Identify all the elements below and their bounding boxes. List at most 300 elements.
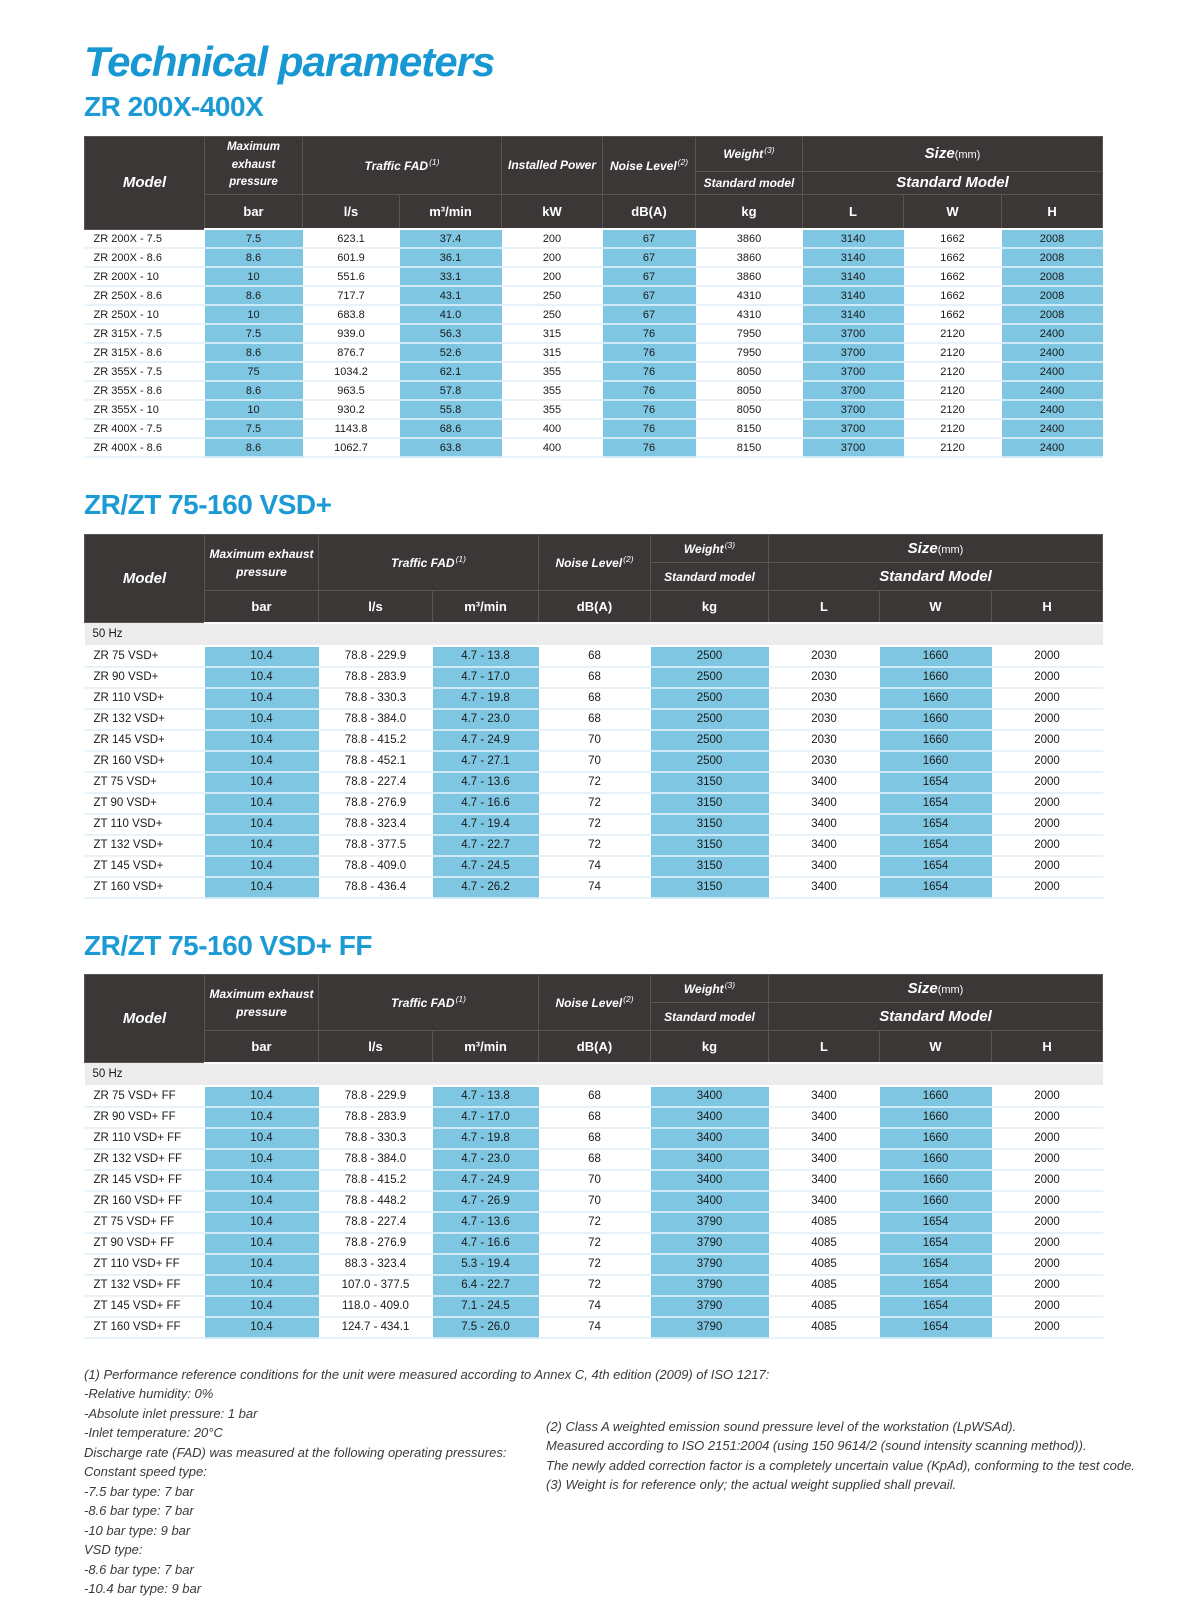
unit-ls: l/s [319,591,433,623]
unit-kw: kW [502,194,603,229]
footnote-line: (2) Class A weighted emission sound pressure level of the workstation (LpWSAd). [546,1418,1017,1434]
table-row [85,1212,1103,1233]
value-cell: 10.4 [205,1149,319,1170]
value-cell: 939.0 [303,324,400,343]
value-cell: 8.6 [205,286,303,305]
col-header-standard-model-size: Standard Model [803,171,1103,194]
value-cell: 1654 [880,877,992,898]
footnote-line: -Inlet temperature: 20°C [84,1425,223,1441]
value-cell: 4085 [769,1317,880,1338]
footnote-line: -Relative humidity: 0% [84,1386,214,1402]
value-cell: 1660 [880,1170,992,1191]
value-cell: 3400 [651,1107,769,1128]
col-header-weight [651,535,769,563]
value-cell: 2000 [992,1233,1103,1254]
value-cell: 2008 [1002,305,1103,324]
value-cell: 2400 [1002,324,1103,343]
table-row [85,1170,1103,1191]
value-cell: 72 [539,1212,651,1233]
col-header-traffic-fad [319,535,539,591]
value-cell: 2030 [769,688,880,709]
value-cell: 10 [205,400,303,419]
traffic-fad-label: Traffic FAD [391,556,455,571]
value-cell: 400 [502,438,603,457]
value-cell: 10.4 [205,1170,319,1191]
model-cell: ZR 75 VSD+ FF [85,1086,205,1107]
value-cell: 2008 [1002,248,1103,267]
col-header-traffic-fad [319,975,539,1031]
footnote-line: -8.6 bar type: 7 bar [84,1503,194,1519]
footnote-marker-3: (3) [724,540,736,551]
value-cell: 2030 [769,646,880,667]
value-cell: 4.7 - 19.4 [433,814,539,835]
unit-l: L [769,1031,880,1063]
unit-w: W [880,591,992,623]
value-cell: 72 [539,1233,651,1254]
value-cell: 4310 [696,305,803,324]
table-body [85,229,1103,457]
value-cell: 2000 [992,1296,1103,1317]
section-zrzt-75-160-vsd [84,490,1102,898]
table-row [85,400,1103,419]
value-cell: 76 [603,419,696,438]
size-label: Size [924,144,955,162]
unit-bar: bar [205,194,303,229]
unit-m3min: m³/min [433,591,539,623]
value-cell: 1660 [880,1086,992,1107]
value-cell: 78.8 - 276.9 [319,1233,433,1254]
value-cell: 56.3 [400,324,502,343]
table-row [85,1275,1103,1296]
value-cell: 4.7 - 22.7 [433,835,539,856]
value-cell: 8.6 [205,438,303,457]
footnote-line: (3) Weight is for reference only; the actual weight supplied shall prevail. [546,1477,957,1493]
value-cell: 3140 [803,305,904,324]
value-cell: 1660 [880,646,992,667]
table-row [85,362,1103,381]
value-cell: 3790 [651,1275,769,1296]
value-cell: 10.4 [205,1317,319,1338]
value-cell: 200 [502,248,603,267]
value-cell: 7.5 [205,229,303,248]
value-cell: 2120 [904,400,1002,419]
value-cell: 70 [539,1191,651,1212]
value-cell: 10.4 [205,1191,319,1212]
value-cell: 3140 [803,248,904,267]
frequency-label: 50 Hz [85,623,1103,646]
footnote-marker-1: (1) [455,994,466,1005]
col-header-traffic-fad [303,136,502,194]
value-cell: 7.5 [205,324,303,343]
value-cell: 10.4 [205,1296,319,1317]
model-cell: ZR 315X - 7.5 [85,324,205,343]
value-cell: 68 [539,688,651,709]
value-cell: 2400 [1002,400,1103,419]
value-cell: 2000 [992,835,1103,856]
section-heading: ZR/ZT 75-160 VSD+ [84,489,332,521]
value-cell: 2400 [1002,381,1103,400]
value-cell: 10.4 [205,688,319,709]
value-cell: 68.6 [400,419,502,438]
value-cell: 10.4 [205,814,319,835]
value-cell: 963.5 [303,381,400,400]
table-row [85,1317,1103,1338]
model-cell: ZT 110 VSD+ FF [85,1254,205,1275]
model-cell: ZT 110 VSD+ [85,814,205,835]
value-cell: 33.1 [400,267,502,286]
value-cell: 2000 [992,751,1103,772]
footnote-line: Measured according to ISO 2151:2004 (using 150 9614/2 (sound intensity scanning method)). [546,1438,1087,1454]
value-cell: 3860 [696,248,803,267]
value-cell: 70 [539,730,651,751]
footnote-marker-1: (1) [429,156,440,167]
value-cell: 2120 [904,343,1002,362]
value-cell: 78.8 - 330.3 [319,1128,433,1149]
unit-h: H [992,591,1103,623]
table-row [85,1296,1103,1317]
value-cell: 10.4 [205,667,319,688]
value-cell: 78.8 - 330.3 [319,688,433,709]
value-cell: 3400 [769,1086,880,1107]
col-header-standard-model-size: Standard Model [769,563,1103,591]
footnote-line: The newly added correction factor is a completely uncertain value (KpAd), conforming to the test code. [546,1457,1135,1473]
footnote-line: Discharge rate (FAD) was measured at the following operating pressures: [84,1444,507,1460]
value-cell: 10.4 [205,793,319,814]
value-cell: 250 [502,286,603,305]
value-cell: 78.8 - 283.9 [319,1107,433,1128]
value-cell: 3790 [651,1317,769,1338]
value-cell: 2000 [992,793,1103,814]
model-cell: ZR 145 VSD+ FF [85,1170,205,1191]
col-header-size [769,535,1103,563]
value-cell: 8150 [696,438,803,457]
model-cell: ZR 200X - 10 [85,267,205,286]
value-cell: 2500 [651,709,769,730]
value-cell: 1654 [880,1317,992,1338]
value-cell: 62.1 [400,362,502,381]
traffic-fad-label: Traffic FAD [391,996,455,1011]
footnotes [84,1365,1135,1599]
value-cell: 683.8 [303,305,400,324]
value-cell: 4.7 - 26.9 [433,1191,539,1212]
footnote-line: -Absolute inlet pressure: 1 bar [84,1405,258,1421]
value-cell: 76 [603,438,696,457]
value-cell: 3150 [651,793,769,814]
table-row [85,667,1103,688]
value-cell: 10.4 [205,1275,319,1296]
table-row [85,1128,1103,1149]
value-cell: 10.4 [205,856,319,877]
footnote-line: (1) Performance reference conditions for the unit were measured according to Annex C, 4th edition (2009) of ISO 1217: [84,1366,770,1382]
table-row [85,324,1103,343]
value-cell: 78.8 - 409.0 [319,856,433,877]
value-cell: 3790 [651,1212,769,1233]
value-cell: 1654 [880,772,992,793]
value-cell: 78.8 - 415.2 [319,730,433,751]
value-cell: 3400 [769,772,880,793]
value-cell: 4.7 - 24.9 [433,730,539,751]
value-cell: 2500 [651,751,769,772]
value-cell: 2000 [992,667,1103,688]
size-unit-label: (mm) [937,543,964,556]
value-cell: 1034.2 [303,362,400,381]
model-cell: ZT 90 VSD+ [85,793,205,814]
noise-level-label: Noise Level [555,996,623,1011]
table-row [85,835,1103,856]
value-cell: 3150 [651,772,769,793]
value-cell: 2000 [992,1275,1103,1296]
value-cell: 4310 [696,286,803,305]
value-cell: 2500 [651,730,769,751]
value-cell: 3400 [651,1191,769,1212]
value-cell: 355 [502,362,603,381]
unit-kg: kg [651,1031,769,1063]
unit-ls: l/s [303,194,400,229]
unit-m3min: m³/min [400,194,502,229]
size-unit-label: (mm) [937,983,964,996]
table-row [85,267,1103,286]
col-header-installed-power: Installed Power [502,136,603,194]
value-cell: 2400 [1002,362,1103,381]
footnote-marker-3: (3) [724,980,736,991]
value-cell: 1654 [880,856,992,877]
value-cell: 876.7 [303,343,400,362]
value-cell: 4.7 - 26.2 [433,877,539,898]
value-cell: 8.6 [205,381,303,400]
value-cell: 4.7 - 16.6 [433,793,539,814]
col-header-standard-model: Standard model [696,171,803,194]
model-cell: ZR 90 VSD+ FF [85,1107,205,1128]
table-body [85,623,1103,898]
value-cell: 68 [539,1086,651,1107]
model-cell: ZR 355X - 8.6 [85,381,205,400]
table-row [85,877,1103,898]
footnote-marker-1: (1) [455,554,466,565]
value-cell: 72 [539,835,651,856]
value-cell: 3400 [769,835,880,856]
noise-level-label: Noise Level [555,556,623,571]
frequency-label: 50 Hz [85,1063,1103,1086]
spec-table-zrzt-75-160-vsd [84,534,1103,899]
value-cell: 72 [539,772,651,793]
value-cell: 200 [502,229,603,248]
value-cell: 76 [603,362,696,381]
value-cell: 3860 [696,267,803,286]
section-zrzt-75-160-vsd-ff [84,931,1102,1339]
value-cell: 3140 [803,286,904,305]
value-cell: 3400 [769,1191,880,1212]
value-cell: 76 [603,343,696,362]
table-row [85,646,1103,667]
value-cell: 124.7 - 434.1 [319,1317,433,1338]
col-header-size [769,975,1103,1003]
value-cell: 2030 [769,709,880,730]
value-cell: 2500 [651,688,769,709]
value-cell: 3140 [803,229,904,248]
model-cell: ZT 145 VSD+ FF [85,1296,205,1317]
col-header-model: Model [85,535,205,623]
value-cell: 4085 [769,1275,880,1296]
footnote-marker-2: (2) [623,994,634,1005]
value-cell: 76 [603,400,696,419]
model-cell: ZR 75 VSD+ [85,646,205,667]
value-cell: 36.1 [400,248,502,267]
col-header-max-exhaust-pressure: Maximum exhaust pressure [205,975,319,1031]
table-row [85,305,1103,324]
section-heading: ZR/ZT 75-160 VSD+ FF [84,929,372,961]
value-cell: 3150 [651,835,769,856]
table-row [85,772,1103,793]
table-row [85,381,1103,400]
spec-table-zr-200x-400x [84,136,1103,459]
model-cell: ZT 90 VSD+ FF [85,1233,205,1254]
table-row [85,1191,1103,1212]
value-cell: 2000 [992,772,1103,793]
value-cell: 74 [539,1317,651,1338]
model-cell: ZT 160 VSD+ FF [85,1317,205,1338]
value-cell: 41.0 [400,305,502,324]
unit-dba: dB(A) [539,1031,651,1063]
value-cell: 10.4 [205,646,319,667]
size-label: Size [907,539,938,557]
value-cell: 68 [539,667,651,688]
value-cell: 4.7 - 13.8 [433,646,539,667]
footnote-marker-2: (2) [623,554,634,565]
value-cell: 1143.8 [303,419,400,438]
value-cell: 78.8 - 229.9 [319,1086,433,1107]
value-cell: 76 [603,381,696,400]
weight-label: Weight [683,542,724,557]
table-header [85,535,1103,623]
value-cell: 10.4 [205,835,319,856]
value-cell: 68 [539,1107,651,1128]
value-cell: 3400 [769,1170,880,1191]
table-row [85,856,1103,877]
value-cell: 4.7 - 24.5 [433,856,539,877]
model-cell: ZR 355X - 7.5 [85,362,205,381]
value-cell: 78.8 - 283.9 [319,667,433,688]
value-cell: 4.7 - 23.0 [433,1149,539,1170]
model-cell: ZR 132 VSD+ [85,709,205,730]
value-cell: 78.8 - 436.4 [319,877,433,898]
value-cell: 3140 [803,267,904,286]
value-cell: 1662 [904,286,1002,305]
col-header-standard-model: Standard model [651,563,769,591]
value-cell: 1654 [880,1275,992,1296]
value-cell: 67 [603,229,696,248]
value-cell: 400 [502,419,603,438]
col-header-noise-level [539,975,651,1031]
weight-label: Weight [683,982,724,997]
col-header-size [803,136,1103,171]
table-row [85,1149,1103,1170]
value-cell: 10.4 [205,772,319,793]
page-title: Technical parameters [84,38,495,85]
value-cell: 4085 [769,1233,880,1254]
model-cell: ZR 400X - 7.5 [85,419,205,438]
value-cell: 1662 [904,229,1002,248]
value-cell: 200 [502,267,603,286]
value-cell: 52.6 [400,343,502,362]
value-cell: 250 [502,305,603,324]
value-cell: 2500 [651,646,769,667]
value-cell: 4.7 - 13.6 [433,1212,539,1233]
table-row [85,1233,1103,1254]
value-cell: 78.8 - 227.4 [319,1212,433,1233]
table-row [85,419,1103,438]
value-cell: 1654 [880,1296,992,1317]
col-header-noise-level [603,136,696,194]
value-cell: 78.8 - 377.5 [319,835,433,856]
value-cell: 2000 [992,814,1103,835]
value-cell: 2120 [904,419,1002,438]
value-cell: 3700 [803,381,904,400]
unit-dba: dB(A) [539,591,651,623]
value-cell: 3400 [769,814,880,835]
value-cell: 3150 [651,856,769,877]
model-cell: ZR 250X - 8.6 [85,286,205,305]
value-cell: 78.8 - 415.2 [319,1170,433,1191]
unit-m3min: m³/min [433,1031,539,1063]
value-cell: 72 [539,793,651,814]
table-row [85,229,1103,248]
col-header-max-exhaust-pressure: Maximum exhaust pressure [205,136,303,194]
value-cell: 8150 [696,419,803,438]
value-cell: 57.8 [400,381,502,400]
unit-l: L [769,591,880,623]
value-cell: 3700 [803,324,904,343]
value-cell: 2000 [992,1128,1103,1149]
model-cell: ZR 250X - 10 [85,305,205,324]
model-cell: ZR 90 VSD+ [85,667,205,688]
value-cell: 930.2 [303,400,400,419]
value-cell: 551.6 [303,267,400,286]
value-cell: 4.7 - 19.8 [433,688,539,709]
value-cell: 10.4 [205,1233,319,1254]
value-cell: 6.4 - 22.7 [433,1275,539,1296]
model-cell: ZT 160 VSD+ [85,877,205,898]
value-cell: 10.4 [205,709,319,730]
footnote-line: -8.6 bar type: 7 bar [84,1561,194,1577]
value-cell: 2000 [992,709,1103,730]
value-cell: 4085 [769,1296,880,1317]
value-cell: 2000 [992,877,1103,898]
model-cell: ZT 145 VSD+ [85,856,205,877]
value-cell: 10.4 [205,1254,319,1275]
value-cell: 74 [539,856,651,877]
value-cell: 2000 [992,1191,1103,1212]
value-cell: 72 [539,1254,651,1275]
value-cell: 78.8 - 448.2 [319,1191,433,1212]
value-cell: 3400 [769,856,880,877]
model-cell: ZR 160 VSD+ FF [85,1191,205,1212]
value-cell: 4.7 - 13.6 [433,772,539,793]
table-row [85,814,1103,835]
value-cell: 2120 [904,381,1002,400]
value-cell: 4.7 - 16.6 [433,1233,539,1254]
value-cell: 7.1 - 24.5 [433,1296,539,1317]
col-header-model: Model [85,136,205,229]
value-cell: 3400 [769,1128,880,1149]
value-cell: 68 [539,1149,651,1170]
table-row [85,1107,1103,1128]
value-cell: 3150 [651,877,769,898]
value-cell: 10.4 [205,1212,319,1233]
value-cell: 8.6 [205,343,303,362]
value-cell: 1660 [880,1107,992,1128]
value-cell: 2000 [992,646,1103,667]
value-cell: 3400 [651,1170,769,1191]
